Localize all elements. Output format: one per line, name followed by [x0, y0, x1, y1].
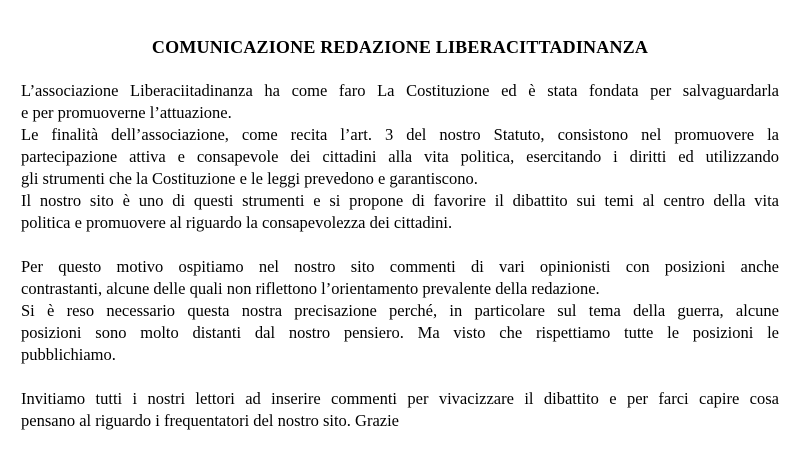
- text-line: posizioni sono molto distanti dal nostro pensiero. Ma visto che rispettiamo tutte le posizioni le: [21, 323, 779, 342]
- paragraph: [21, 80, 779, 234]
- text-line: politica e promuovere al riguardo la consapevolezza dei cittadini.: [21, 213, 453, 232]
- text-line: Si è reso necessario questa nostra precisazione perché, in particolare sul tema della guerra, alcune: [21, 301, 779, 320]
- paragraph: [21, 388, 779, 432]
- text-line: partecipazione attiva e consapevole dei cittadini alla vita politica, esercitando i diritti ed utilizzando: [21, 147, 779, 166]
- text-line: L’associazione Liberaciitadinanza ha come faro La Costituzione ed è stata fondata per salvaguardarla: [21, 81, 779, 100]
- text-line: Il nostro sito è uno di questi strumenti e si propone di favorire il dibattito sui temi al centro della vita: [21, 191, 779, 210]
- text-line: Le finalità dell’associazione, come recita l’art. 3 del nostro Statuto, consistono nel promuovere la: [21, 125, 779, 144]
- paragraph: [21, 256, 779, 366]
- text-line: e per promuoverne l’attuazione.: [21, 103, 232, 122]
- text-line: Per questo motivo ospitiamo nel nostro sito commenti di vari opinionisti con posizioni anche: [21, 257, 779, 276]
- text-line: Invitiamo tutti i nostri lettori ad inserire commenti per vivacizzare il dibattito e per farci capire cosa: [21, 389, 779, 408]
- text-line: pubblichiamo.: [21, 345, 116, 364]
- text-line: gli strumenti che la Costituzione e le leggi prevedono e garantiscono.: [21, 169, 478, 188]
- text-line: contrastanti, alcune delle quali non riflettono l’orientamento prevalente della redazione.: [21, 279, 600, 298]
- document-body: [21, 80, 779, 432]
- document-title: COMUNICAZIONE REDAZIONE LIBERACITTADINANZA: [151, 37, 649, 57]
- text-line: pensano al riguardo i frequentatori del nostro sito. Grazie: [21, 411, 400, 430]
